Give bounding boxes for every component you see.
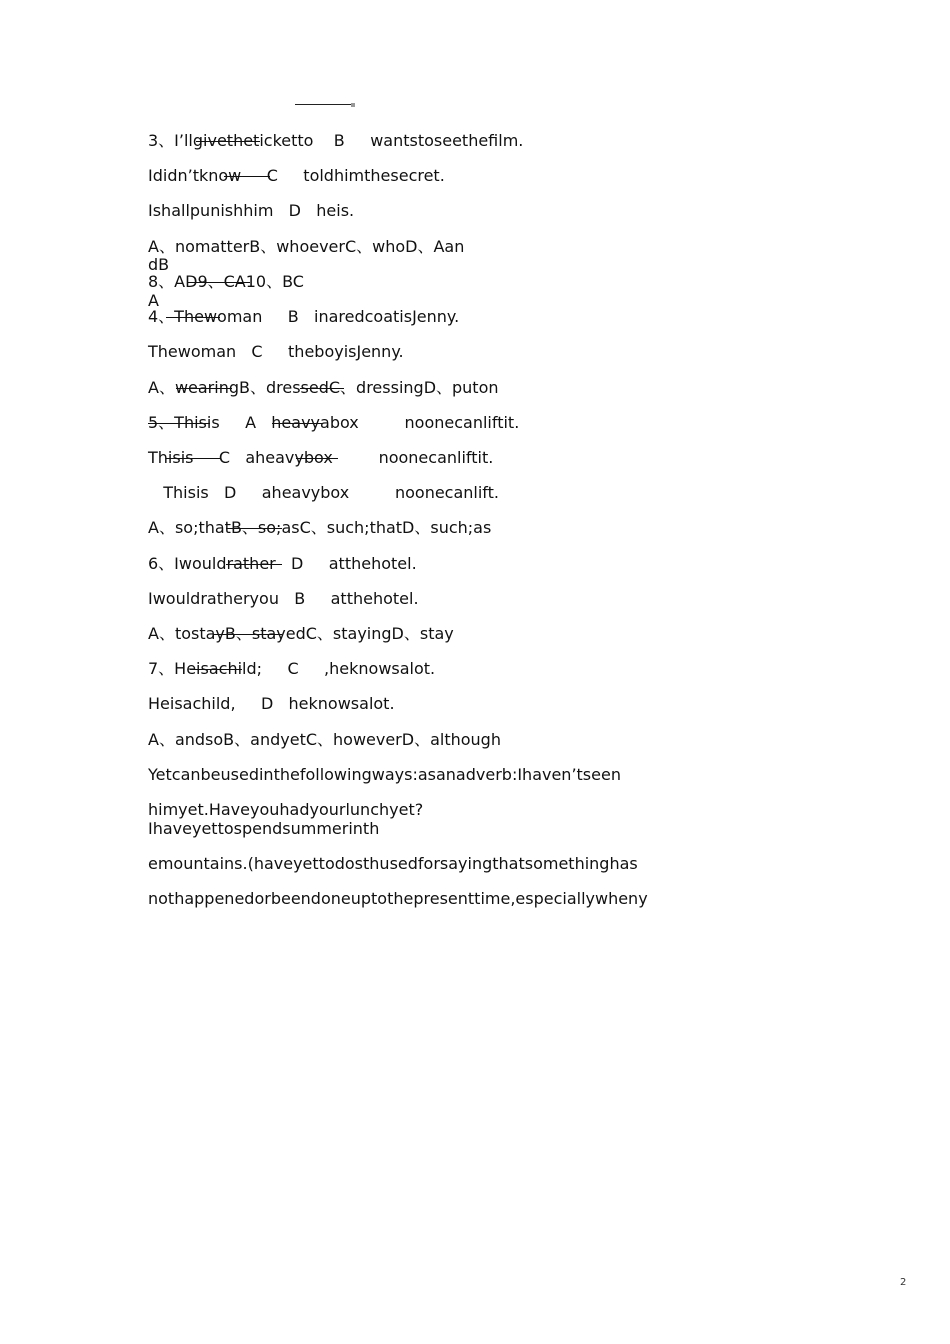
line-q4-a: 4、Thewoman B inaredcoatisJenny. [148, 307, 460, 326]
line-q4-options: A、wearingB、dressedC、dressingD、puton [148, 378, 499, 397]
blank-line [148, 423, 210, 424]
line-q3-options: A、nomatterB、whoeverC、whoD、Aan [148, 237, 465, 256]
line-q3-a: 3、I’llgivetheticketto B wantstoseethefilm. [148, 131, 524, 150]
blank-line [296, 458, 338, 459]
line-q3-c: Ishallpunishhim D heis. [148, 201, 355, 220]
line-yet-note-1: Yetcanbeusedinthefollowingways:asanadverb:Ihaven’tseen [148, 765, 621, 784]
line-q7-options: A、andsoB、andyetC、howeverD、although [148, 730, 501, 749]
line-q4-b: Thewoman C theboyisJenny. [148, 342, 404, 361]
line-answers-overlap-1: dB [148, 255, 170, 274]
line-yet-note-3: Ihaveyettospendsummerinth [148, 819, 380, 838]
page-number: 2 [900, 1277, 907, 1288]
blank-line [196, 141, 260, 142]
blank-line [224, 176, 270, 177]
line-answers-overlap-2: A [148, 291, 159, 310]
line-q6-a: 6、Iwouldrather D atthehotel. [148, 554, 417, 573]
blank-line [300, 388, 344, 389]
line-q6-options: A、tostayB、stayedC、stayingD、stay [148, 624, 454, 643]
line-q3-b: Ididn’tknow C toldhimthesecret. [148, 166, 445, 185]
line-q5-options: A、so;thatB、so;asC、such;thatD、such;as [148, 518, 492, 537]
blank-line [226, 564, 282, 565]
line-q5-b: Thisis C aheavybox noonecanliftit. [148, 448, 494, 467]
line-yet-note-5: nothappenedorbeendoneuptothepresenttime,especiallywheny [148, 889, 648, 908]
blank-line [176, 388, 232, 389]
line-q6-b: Iwouldratheryou B atthehotel. [148, 589, 419, 608]
top-rule [295, 104, 351, 105]
blank-line [166, 317, 220, 318]
top-mark [351, 103, 355, 107]
blank-line [190, 669, 242, 670]
blank-line [166, 458, 220, 459]
line-yet-note-2: himyet.Haveyouhadyourlunchyet? [148, 800, 424, 819]
line-q7-b: Heisachild, D heknowsalot. [148, 694, 395, 713]
blank-line [188, 282, 250, 283]
line-q5-a: 5、Thisis A heavyabox noonecanliftit. [148, 413, 520, 432]
line-q5-c: Thisis D aheavybox noonecanlift. [148, 483, 500, 502]
line-yet-note-4: emountains.(haveyettodosthusedforsayingthatsomethinghas [148, 854, 638, 873]
line-answers: 8、AD9、CA10、BC [148, 272, 304, 291]
blank-line [272, 423, 322, 424]
blank-line [226, 528, 282, 529]
line-q7-a: 7、Heisachild; C ,heknowsalot. [148, 659, 436, 678]
blank-line [214, 634, 282, 635]
